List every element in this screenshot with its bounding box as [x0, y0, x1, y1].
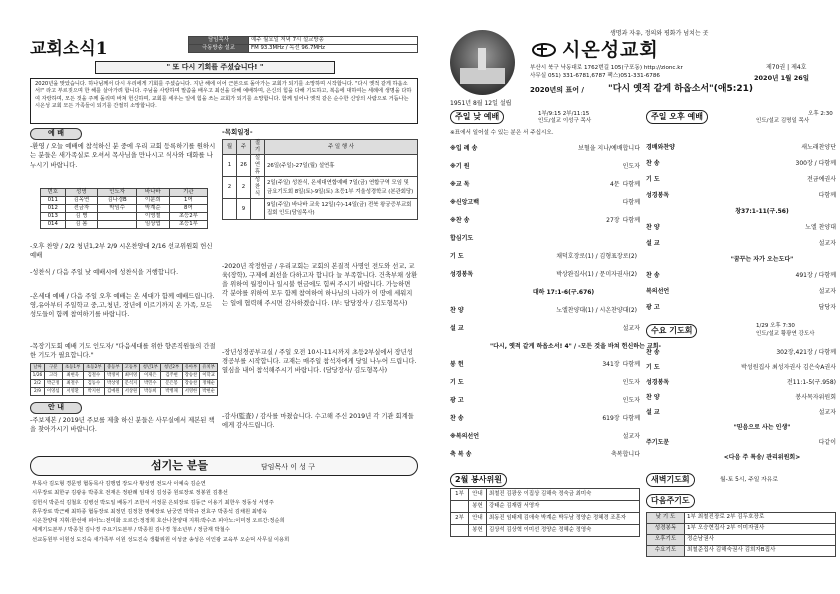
order-item: "다시, 옛적 같게 하옵소서! 4" / -모든 것을 바쳐 헌신하는 교회- [490, 343, 662, 351]
order-row [646, 172, 836, 188]
table-cell [98, 213, 137, 221]
table-cell: 김주현 [161, 372, 182, 380]
order-row [646, 252, 836, 268]
schedule-table [222, 139, 418, 220]
table-cell: 2부 [451, 513, 469, 525]
order-person: 새노래찬양단 [801, 144, 836, 152]
order-label: ※입 례 송 [450, 145, 478, 153]
order-row [450, 428, 640, 446]
table-cell: 봉헌 [469, 501, 487, 513]
order-row [450, 302, 640, 320]
table-cell: 김동수 [83, 380, 104, 388]
table-cell: 안내 [469, 513, 487, 525]
order-label: 광 고 [646, 304, 660, 312]
order-label: 성경봉독 [646, 378, 670, 386]
table-header-cell: 초등1부 [62, 364, 83, 372]
staff-line: 세계기도본부 / 박종천 김나경 주요기도본부 / 박종원 김나경 청소년부 / 정금재 박철수 [32, 527, 230, 534]
table-cell: 박임수 [98, 205, 137, 213]
table-header-row [41, 189, 208, 197]
table-cell: 강태순 김재림 서영자 [487, 501, 640, 513]
order-person: 노엘 찬양대 [805, 224, 836, 232]
order-label: ※교 독 [450, 181, 470, 189]
afternoon-service-leader: 인도/설교 김명일 목사 [756, 118, 810, 124]
table-cell: 정해순 [200, 380, 218, 388]
newcomer-table [40, 188, 208, 229]
table-cell: 서상원 [122, 388, 140, 396]
right-page [420, 0, 840, 594]
order-person: 창37:1-11(구.56) [735, 208, 789, 216]
afternoon-service-header [646, 110, 836, 124]
order-row [450, 374, 640, 392]
table-cell: 2일(주일) 성찬식, 온세대연합예배 7일(금) 연합구역 모임 및 금요기도회 8일(토)-9일(토) 초등1부 겨울성경학교 (본관회당) [265, 177, 418, 199]
order-label: 성경봉독 [646, 192, 670, 200]
order-label: 찬 송 [646, 348, 660, 356]
order-person: 491장 / 다함께 [795, 272, 836, 280]
table-cell: 설연휴 [251, 155, 265, 177]
table-row [647, 535, 836, 546]
morning-service-leader: 인도/설교 이성구 목사 [538, 118, 592, 124]
order-person: 다함께 [622, 361, 640, 369]
staff-list [32, 480, 418, 545]
staff-line: 선교동원부 이원성 도진숙 새가족부 이원 성도진숙 생활위원 이성균 송성은 이인광 교육부 오순덕 사무실 이용희 [32, 536, 290, 543]
table-row [451, 513, 640, 525]
table-header-cell: 고등부 [122, 364, 140, 372]
table-row [451, 525, 640, 537]
order-label: ※신앙고백 [450, 199, 480, 207]
table-cell: 박지현 [83, 388, 104, 396]
table-row [451, 489, 640, 501]
serve-header [30, 456, 418, 476]
pastor-label: 담임목사 [189, 37, 249, 45]
dawn-prayer-title: 새벽기도회 [646, 473, 695, 487]
table-cell: 정순남권사 [685, 535, 836, 546]
table-cell: 2/2 [31, 380, 45, 388]
order-item: 채덕호장로(1) / 김형표장로(2) [556, 253, 637, 261]
table-cell: 박계순 [136, 205, 169, 213]
broadcast-frequency: FM 93.3MHz / 녹선 96.7MHz [249, 45, 418, 53]
table-header-cell: 중등부 [104, 364, 122, 372]
order-row [450, 356, 640, 374]
order-row [646, 450, 836, 465]
order-label: ※복의선언 [450, 433, 480, 441]
table-header-cell: 절기 [251, 140, 265, 155]
order-person: "꿈꾸는 자가 오는도다" [730, 256, 794, 264]
order-row [646, 435, 836, 450]
table-cell: 8여 [169, 205, 207, 213]
table-cell: 최동진 임태제 김애숙 박계순 박두남 정양순 정혜경 조혼자 [487, 513, 640, 525]
wednesday-title: 수요 기도회 [646, 324, 697, 338]
table-cell: 이영철 [136, 213, 169, 221]
table-cell: 성찬식 [251, 177, 265, 199]
order-label: 기 도 [450, 379, 464, 387]
order-label: 찬 양 [646, 393, 660, 401]
tagline: 생명과 자유, 정의와 평화가 넘치는 곳 [610, 30, 709, 37]
order-person: <다음 주 특송/ 관리위원회> [723, 453, 801, 461]
table-row [41, 221, 208, 229]
order-label: 찬 송 [450, 415, 464, 423]
table-cell: 초등2부 [169, 213, 207, 221]
table-cell: 김 병 [65, 213, 98, 221]
table-header-cell: 인도자 [98, 189, 137, 197]
table-cell: 1 [223, 155, 237, 177]
order-row [646, 390, 836, 405]
order-label: 설 교 [646, 240, 660, 248]
phone: 사무실 051) 331-6781,6787 팩스)051-331-6786 [530, 73, 660, 79]
founded-date: 1951년 8월 12일 설립 [450, 100, 512, 107]
table-row [223, 199, 418, 220]
order-label: 설 교 [646, 408, 660, 416]
table-cell: 1여 [169, 197, 207, 205]
order-row [450, 320, 640, 338]
order-item: 27장 [606, 217, 620, 225]
table-cell: 고라 [44, 372, 62, 380]
table-cell: 문석지 [122, 380, 140, 388]
staff-line: 시무장로 최한규 김광웅 박종호 전재은 정판례 임대성 김성중 원로장로 정봉원 김홍선 [32, 490, 228, 497]
table-header-cell: 바나바 [136, 189, 169, 197]
order-row [450, 446, 640, 464]
table-row [31, 380, 218, 388]
table-cell: 성경봉독 [647, 524, 685, 535]
order-row [450, 266, 640, 284]
table-header-cell: 기관 [169, 189, 207, 197]
order-item: 박상완집사(1) / 문미자권사(2) [556, 271, 637, 279]
morning-service-title: 주일 낮 예배 [450, 110, 504, 124]
order-person: 인도자 [622, 163, 640, 171]
table-row [41, 197, 208, 205]
order-person: 설교자 [622, 325, 640, 333]
order-person: 박성원집사 최성자권사 김은숙A권사 [741, 363, 836, 371]
order-label: 기 도 [450, 253, 464, 261]
dawn-prayer-time: 월-토 5시, 주일 자유로 [720, 477, 778, 483]
church-building-photo [450, 30, 515, 95]
motto-prefix: 2020년의 표어 / [530, 86, 584, 94]
table-header-cell: 월 [223, 140, 237, 155]
table-cell: 문은봉 [161, 380, 182, 388]
staff-line: 휴무장로 박근배 최하종 협동장로 최정민 김정찬 명예장로 남궁연 박학규 전효구 박종석 김채원 최병욱 [32, 508, 268, 515]
order-person: 설교자 [818, 408, 836, 416]
order-row [450, 392, 640, 410]
order-person: 축복합니다 [611, 451, 640, 459]
order-person: 전금예권사 [807, 176, 836, 184]
table-cell: 최철진 김광웅 이집상 김해숙 정숙금 최미숙 [487, 489, 640, 501]
standing-note: ※표에서 일어설 수 있는 분은 서 주십시오. [450, 130, 554, 136]
table-cell: 김상석 김상혁 이미선 정양순 정혜순 정영숙 [487, 525, 640, 537]
table-cell: 서영한 [182, 388, 200, 396]
order-person: 다함께 [622, 181, 640, 189]
order-row [646, 268, 836, 284]
order-label: 복의선언 [646, 288, 670, 296]
table-header-cell: 초등2부 [83, 364, 104, 372]
pastor-box [188, 36, 418, 53]
order-row [646, 156, 836, 172]
table-header-cell: 주 일 행 사 [265, 140, 418, 155]
table-cell: 9 [237, 199, 251, 220]
order-label: 기 도 [646, 176, 660, 184]
prayer-title: -목장기도회 예배 기도 인도자/ "다음세대를 위한 향존직원들의 간절한 기도가 필요합니다." [30, 343, 216, 360]
table-cell: 1부 오승현집사 2부 이미자권사 [685, 524, 836, 535]
afternoon-order [646, 140, 836, 316]
table-row [451, 501, 640, 513]
table-cell [98, 221, 137, 229]
bulletin-binding-text: -주보제본 / 2019년 주보를 제출 하신 분들은 사무실에서 제본된 책을 찾아가시기 바랍니다. [30, 417, 215, 434]
order-label: 광 고 [450, 397, 464, 405]
table-cell [251, 199, 265, 220]
order-row [450, 212, 640, 230]
table-cell: 1부 [451, 489, 469, 501]
order-row [646, 204, 836, 220]
order-person: "믿음으로 사는 인생" [733, 423, 791, 431]
table-cell: 봉헌 [469, 525, 487, 537]
order-label: 기 도 [646, 363, 660, 371]
morning-service-time: 1부/9:15 2부/11:15 [538, 111, 590, 117]
table-cell: 초등1부 [169, 221, 207, 229]
serve-pastor: 담임목사 이 성 구 [261, 463, 316, 471]
order-row [646, 140, 836, 156]
afternoon-service-title: 주일 오후 예배 [646, 110, 708, 124]
table-row [41, 213, 208, 221]
church-logo-icon [532, 42, 556, 58]
order-label: 봉 헌 [450, 361, 464, 369]
section-notice: 안 내 [30, 402, 82, 414]
banner: " 또 다시 기회를 주셨습니다! " [95, 61, 335, 74]
bible-study-text: -장년성경공부교실 / 주일 오전 10시-11시까지 초등2부실에서 장년성경공부를 시작합니다. 교재는 매주일 참석자에게 당일 나누어 드립니다. 열심을 내어 참석해주시기 바랍니다. (담당장사/ 김도형목사) [222, 349, 417, 375]
table-row [647, 546, 836, 557]
wednesday-leader: 인도/설교 황광연 강도사 [756, 331, 815, 337]
order-person: 다함께 [622, 415, 640, 423]
issue-date: 2020년 1월 26일 [754, 74, 810, 82]
pastor-broadcast: 예주 월요일 저녁 7시 설교방송 [249, 37, 418, 45]
table-cell: 011 [41, 197, 66, 205]
order-person: 설교자 [622, 433, 640, 441]
order-row [450, 140, 640, 158]
order-row [450, 248, 640, 266]
table-row [31, 372, 218, 380]
order-person: 300장 / 다함께 [795, 160, 836, 168]
staff-line: 시온찬양대 지휘:한선애 피아노:전미화 오르간:정정희 호산나찬양대 지휘:박수조 피아노:이미정 오르간:정순희 [32, 518, 285, 525]
table-cell [223, 199, 237, 220]
table-cell: 장승찬 [182, 372, 200, 380]
staff-line: 김헌식 박준석 김철호 김병선 박도일 배동기 조한식 서정문 은퇴장로 김동근 이용기 최한우 정동성 서영주 [32, 499, 274, 506]
table-cell: 박병채 [161, 388, 182, 396]
table-cell: 서영환 [62, 388, 83, 396]
table-cell: 26 [237, 155, 251, 177]
table-cell: 최철준집사 김해숙권사 김희자B집사 [685, 546, 836, 557]
order-row [646, 405, 836, 420]
order-person: 인도자 [622, 379, 640, 387]
order-person: 봉사목자위원회 [795, 393, 836, 401]
order-row [646, 375, 836, 390]
order-row [450, 158, 640, 176]
order-row [450, 194, 640, 212]
table-cell: 최미영 [122, 372, 140, 380]
table-row [31, 388, 218, 396]
table-row [223, 155, 418, 177]
table-cell: 014 [41, 221, 66, 229]
table-row [41, 205, 208, 213]
table-cell: 1부 최철진장로 2부 김두호장로 [685, 513, 836, 524]
order-person: 설교자 [818, 240, 836, 248]
table-cell: 이영섭 [44, 388, 62, 396]
order-label: 찬 송 [646, 160, 660, 168]
audit-text: -감사(監査) / 감사를 마쳤습니다. 수고해 주신 2019년 각 기관 회계들에게 감사드립니다. [222, 413, 414, 430]
order-row [450, 230, 640, 248]
table-header-cell: 유아부 [182, 364, 200, 372]
all-generation-text: -온세대 예배 / 다음 주일 오후 예배는 온 세대가 함께 예배드립니다. 영,유아부터 주일학교 중,고,청년, 장년에 이르기까지 온 가족, 모든 성도들이 함께 참여하기를 바랍니다. [30, 293, 215, 319]
intro-text: 2020년을 맞았습니다. 하나님께서 다시 우리에게 기회를 주셨습니다. 지난 해에 이어 근본으로 돌아가는 교회가 되기를 소망하며 시작합니다. "다시 옛적 같게 하옵소서!" 라고 부르짖으며 한 해를 살아가려 합니다. 주님을 사랑하며 말씀을 배우고 최선을 다해 예배하며, 은신의 힘을 다해 기도하고, 복음에 대하여는 세례에 생명을 다하여 자랑하며, 모든 것을 주께 돌리며 바쳐 헌신하며, 교회를 세우는 일에 힘을 쓰는 교회가 되기를 소망합니다. 함께 일어나 옛적 같은 순수한 신앙의 사람으로 거듭나는 시온성 교회 모든 가족들이 되기를 간절히 소망합니다. [30, 78, 418, 124]
schedule-title: -목회일정- [222, 128, 253, 136]
table-cell: 김 봄 [65, 221, 98, 229]
table-row [647, 513, 836, 524]
table-cell: 26일(주일)-27일(월) 설연휴 [265, 155, 418, 177]
table-cell: 박민수 [140, 380, 161, 388]
table-cell: 낮 기 도 [647, 513, 685, 524]
offering-text: -오후 찬양 / 2/2 청년1,2부 2/9 시온찬양대 2/16 선교위원회 헌신예배 [30, 243, 213, 260]
table-cell: 이분희 [136, 197, 169, 205]
wednesday-header [646, 322, 836, 340]
order-row [646, 420, 836, 435]
table-cell: 2 [237, 177, 251, 199]
order-item: 341장 [602, 361, 620, 369]
table-cell: 012 [41, 205, 66, 213]
table-cell: 김철수 [83, 372, 104, 380]
table-cell: 오후기도 [647, 535, 685, 546]
afternoon-service-time: 오후 2:30 [808, 111, 833, 117]
table-cell: 장승찬 [182, 380, 200, 388]
table-header-cell: 구분 [44, 364, 62, 372]
order-person: 담당자 [818, 304, 836, 312]
table-cell: 수요기도 [647, 546, 685, 557]
order-item: 노엘찬양대(1) / 시온찬양대(2) [556, 307, 637, 315]
order-item: 619장 [602, 415, 620, 423]
table-header-row [31, 364, 218, 372]
february-volunteers-title: 2월 봉사위원 [450, 473, 507, 487]
welcome-text: -환영 / 오늘 예배에 참석하신 분 중에 우리 교회 등록하기를 원하시는 분들은 새가족실로 오셔서 목사님을 만나시고 식사와 대화를 나누시기 바랍니다. [30, 142, 216, 169]
order-person: 다함께 [622, 217, 640, 225]
order-row [450, 284, 640, 302]
church-name: 시온성교회 [562, 39, 659, 61]
prayer-table [30, 363, 218, 396]
order-person: 인도자 [622, 397, 640, 405]
order-label: 찬 양 [646, 224, 660, 232]
order-label: 축 복 송 [450, 451, 472, 459]
order-label: 합심기도 [450, 235, 474, 243]
order-label: 경배와찬양 [646, 144, 675, 152]
table-cell: 임상엽 [136, 221, 169, 229]
motto: "다시 옛적 같게 하옵소서"(애5:21) [608, 84, 754, 94]
table-cell: 김예원 [104, 388, 122, 396]
table-cell: 최현욱 [62, 372, 83, 380]
order-item: 4문 [609, 181, 620, 189]
order-person: 다함께 [818, 192, 836, 200]
order-person: 다함께 [622, 199, 640, 207]
table-header-cell: 성명 [65, 189, 98, 197]
order-label: 찬 송 [646, 272, 660, 280]
table-cell: 박상영 [104, 380, 122, 388]
order-item: 대하 17:1-6(구.676) [532, 289, 595, 297]
next-prayer-table [646, 512, 836, 557]
table-cell: 9일(주일) 바나바 교육 12일(수)-14일(금) 전북 왕궁증부교회 집회 인도(담임목사) [265, 199, 418, 220]
order-row [646, 360, 836, 375]
order-row [450, 176, 640, 194]
table-cell: 이제은 [140, 372, 161, 380]
table-row [647, 524, 836, 535]
morning-service-header [450, 110, 640, 124]
table-header-row [223, 140, 418, 155]
table-row [223, 177, 418, 199]
table-cell [451, 525, 469, 537]
order-row [646, 284, 836, 300]
table-cell: 최철우 [62, 380, 83, 388]
pledge-text: -2020년 작정헌금 / 우리교회는 교회의 본질적 사명인 전도와 선교, 교육(장학), 구제에 최선을 다하고자 합니다 늘 부족합니다. 건축부채 상환을 위하여 월정이나 일시불 헌금에도 힘써 주시기 바랍니다. 가능하면 각 분야를 위하여 모두 함께 참여하여 하나님의 나라가 이 땅에 세워지는 일에 협력해 주시면 감사하겠습니다. (부: 담당장사 / 김도형목사) [222, 263, 418, 307]
table-cell: 2/9 [31, 388, 45, 396]
order-person: 전11:1-5(구.958) [786, 378, 836, 386]
table-header-cell: 유치부 [200, 364, 218, 372]
table-cell [451, 501, 469, 513]
table-cell: 1/26 [31, 372, 45, 380]
address: 부산시 북구 낙동대로 1762번길 105(구포동) http://zionc.kr [530, 65, 683, 71]
order-person: 다같이 [818, 438, 836, 446]
table-cell: 이학교 [200, 372, 218, 380]
section-worship: 예 배 [30, 128, 82, 140]
february-volunteers-table [450, 488, 640, 537]
order-person: 302장,421장 / 다함께 [776, 348, 836, 356]
table-header-cell: 청년2부 [161, 364, 182, 372]
serve-title: 섬기는 분들 [151, 459, 208, 472]
order-label: 주기도문 [646, 438, 670, 446]
order-row [646, 188, 836, 204]
order-label: 설 교 [450, 325, 464, 333]
order-label: ※기 원 [450, 163, 470, 171]
table-cell: 안내 [469, 489, 487, 501]
issue-number: 제70권 | 제4호 [766, 64, 807, 71]
table-cell: 013 [41, 213, 66, 221]
communion-text: -성찬식 / 다음 주일 낮 예배시에 성찬식을 거행합니다. [30, 269, 179, 276]
staff-line: 부목사 김도형 경문영 협동목사 김맹엽 장도사 황성영 전도사 이예숙 김순연 [32, 481, 206, 487]
table-cell: 박근정 [44, 380, 62, 388]
table-header-cell: 번호 [41, 189, 66, 197]
table-header-cell: 날짜 [31, 364, 45, 372]
order-person: 보혈을 지나/예배합니다 [578, 145, 640, 153]
table-cell: 박정미 [104, 372, 122, 380]
page-title: 교회소식1 [30, 39, 108, 59]
table-cell: 전금자 [65, 205, 98, 213]
table-cell: 박동희 [140, 388, 161, 396]
order-label: ※찬 송 [450, 217, 470, 225]
table-header-cell: 청년1부 [140, 364, 161, 372]
order-label: 찬 양 [450, 307, 464, 315]
table-cell: 김옥연 [65, 197, 98, 205]
wednesday-order [646, 345, 836, 465]
order-row [646, 300, 836, 316]
table-cell: 김나경B [98, 197, 137, 205]
next-prayer-title: 다음주기도 [646, 494, 695, 508]
table-header-cell: 주 [237, 140, 251, 155]
order-row [646, 345, 836, 360]
broadcast-label: 극동방송 설교 [189, 45, 249, 53]
order-label: 성경봉독 [450, 271, 474, 279]
wednesday-time: 1/29 오후 7:30 [756, 323, 795, 329]
order-row [646, 236, 836, 252]
order-row [646, 220, 836, 236]
order-person: 설교자 [818, 288, 836, 296]
table-cell: 2 [223, 177, 237, 199]
order-row [450, 410, 640, 428]
table-cell: 박현순 [200, 388, 218, 396]
